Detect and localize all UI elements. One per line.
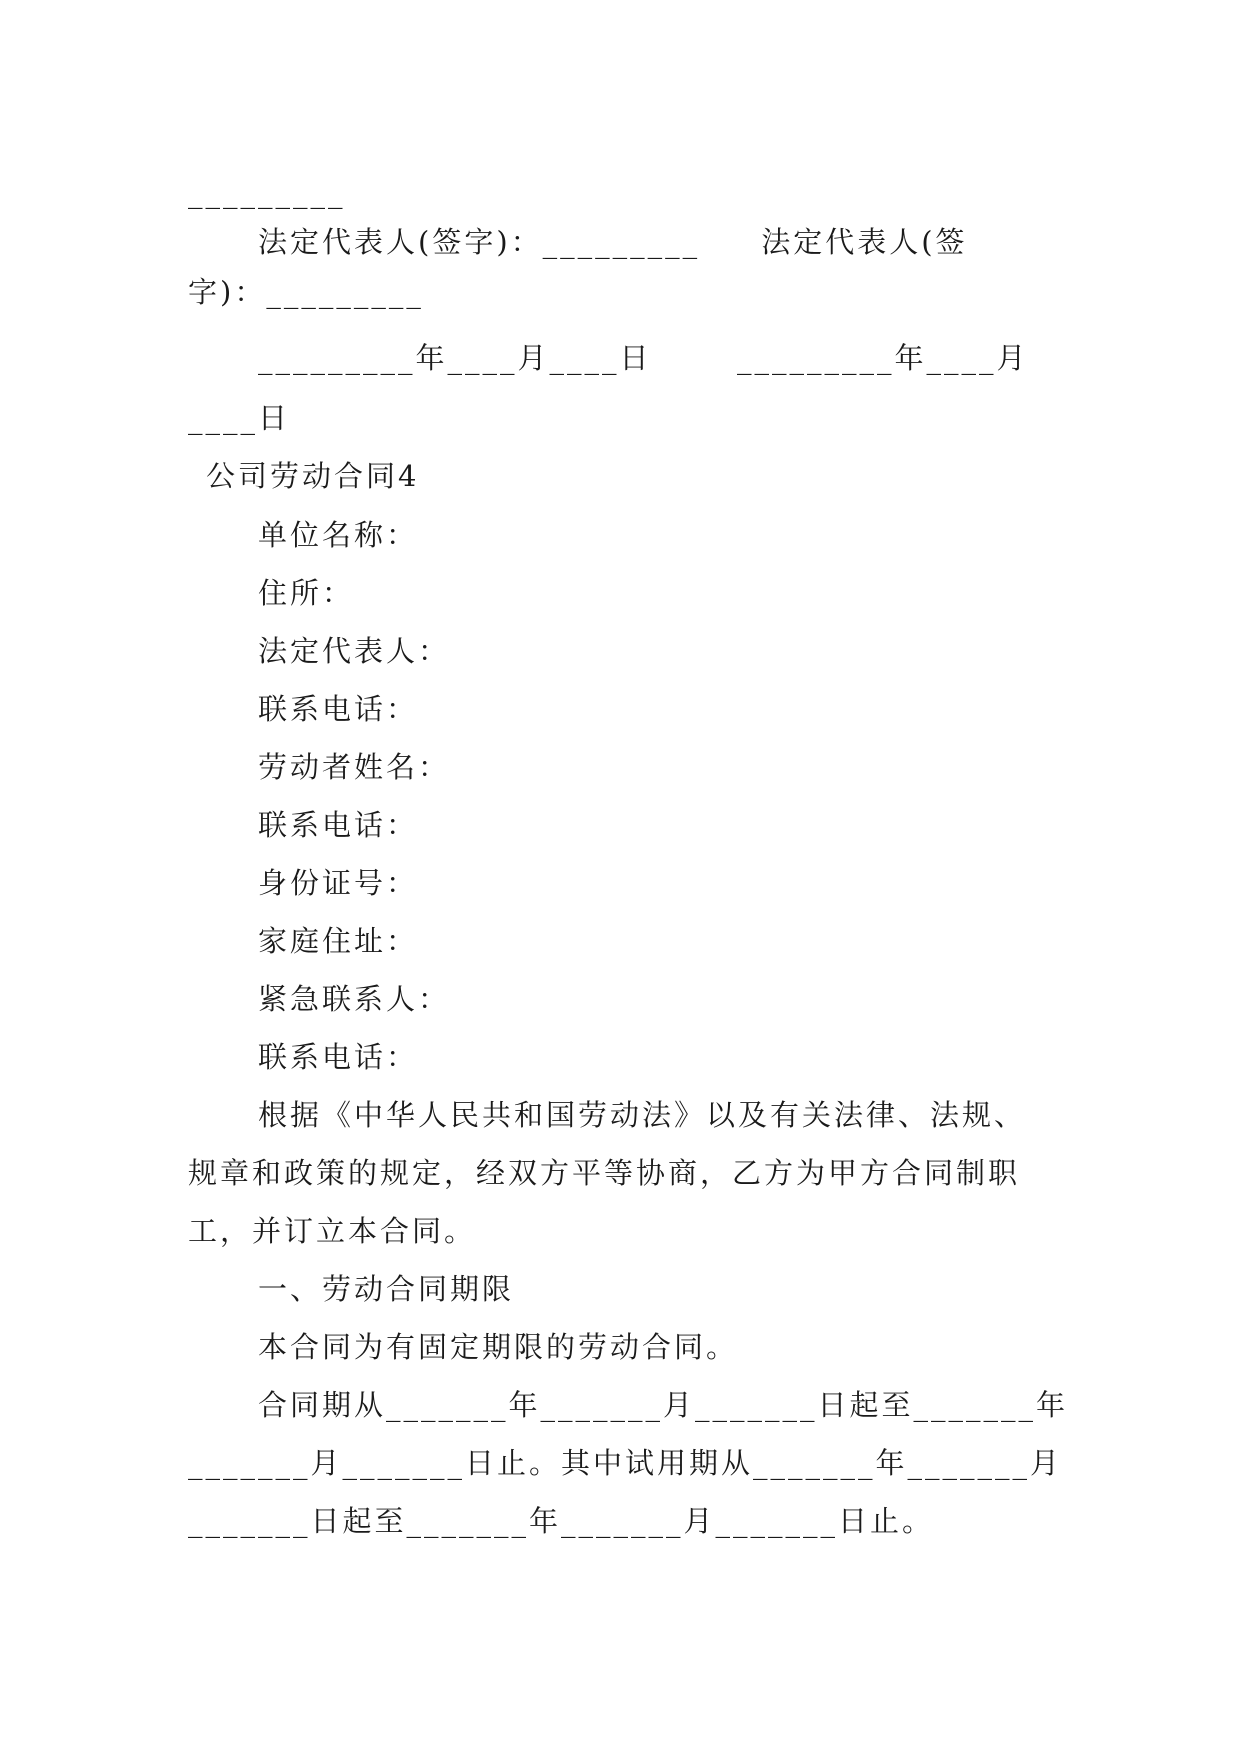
section-title: 公司劳动合同4 <box>206 459 420 493</box>
doc-line: 家庭住址： <box>258 924 419 958</box>
doc-line: 劳动者姓名： <box>258 750 451 784</box>
doc-line: 住所： <box>258 576 355 610</box>
doc-line: 单位名称： <box>258 518 419 552</box>
doc-line: 规章和政策的规定，经双方平等协商，乙方为甲方合同制职 <box>188 1156 1021 1190</box>
doc-line: 字)：_________ <box>188 275 424 309</box>
doc-line: 本合同为有固定期限的劳动合同。 <box>258 1330 739 1364</box>
doc-line: 工，并订立本合同。 <box>188 1214 477 1248</box>
doc-line: 联系电话： <box>258 808 419 842</box>
doc-line: 身份证号： <box>258 866 419 900</box>
doc-line: 一、劳动合同期限 <box>258 1272 515 1306</box>
doc-line: 根据《中华人民共和国劳动法》以及有关法律、法规、 <box>258 1098 1027 1132</box>
doc-line: 联系电话： <box>258 1040 419 1074</box>
doc-line: 法定代表人： <box>258 634 451 668</box>
doc-line: 联系电话： <box>258 692 419 726</box>
doc-line: 法定代表人(签字)：_________ 法定代表人(签 <box>258 225 968 259</box>
doc-line: _________ <box>188 175 346 209</box>
doc-line: _______月_______日止。其中试用期从_______年_______月 <box>188 1446 1063 1480</box>
doc-line: _______日起至_______年_______月_______日止。 <box>188 1504 935 1538</box>
doc-line: 合同期从_______年_______月_______日起至_______年 <box>258 1388 1069 1422</box>
doc-line: _________年____月____日 _________年____月 <box>258 341 1029 375</box>
doc-line: ____日 <box>188 401 291 435</box>
doc-line: 紧急联系人： <box>258 982 451 1016</box>
